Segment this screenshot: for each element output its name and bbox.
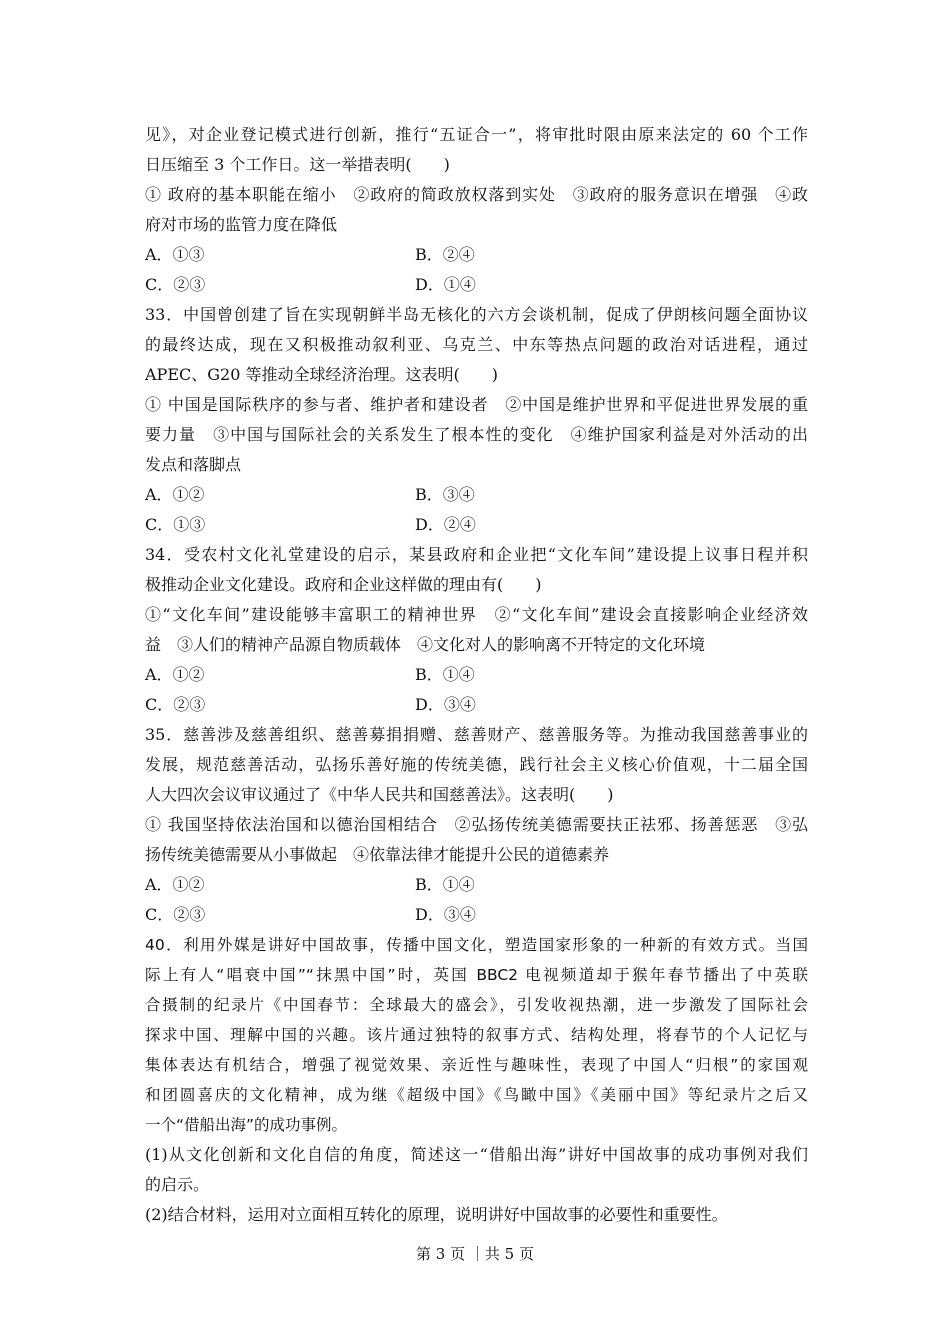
q32-text-line: 日压缩至 3 个工作日。这一举措表明( ) — [145, 155, 450, 174]
q35-option-d: D．③④ — [415, 905, 476, 924]
q32-options-row — [145, 270, 808, 300]
q33-options-row — [145, 480, 808, 510]
q35-statement-line: ① 我国坚持依法治国和以德治国相结合 ②弘扬传统美德需要扶正祛邪、扬善惩恶 ③弘 — [145, 815, 808, 834]
q33-option-b: B．③④ — [415, 485, 475, 504]
q40-subquestion-1: (1)从文化创新和文化自信的角度，简述这一“借船出海”讲好中国故事的成功事例对我们 — [145, 1145, 808, 1164]
q34-option-b: B．①④ — [415, 665, 475, 684]
q35-option-a: A．①② — [145, 875, 205, 894]
q35-text-line: 人大四次会议审议通过了《中华人民共和国慈善法》。这表明( ) — [145, 785, 614, 804]
q35-option-c: C．②③ — [145, 905, 206, 924]
page-footer: 第 3 页 ｜共 5 页 — [416, 1245, 534, 1263]
q33-text-line: APEC、G20 等推动全球经济治理。这表明( ) — [145, 365, 498, 384]
q33-text-line: 的最终达成，现在又积极推动叙利亚、乌克兰、中东等热点问题的政治对话进程，通过 — [145, 335, 808, 354]
q34-option-d: D．③④ — [415, 695, 476, 714]
q40-material-line: 一个“借船出海”的成功事例。 — [145, 1116, 348, 1134]
q35-text-line: 35．慈善涉及慈善组织、慈善募捐捐赠、慈善财产、慈善服务等。为推动我国慈善事业的 — [145, 725, 808, 744]
q40-material-line: 合摄制的纪录片《中国春节：全球最大的盛会》，引发收视热潮，进一步激发了国际社会 — [145, 996, 808, 1014]
q34-statement-line: ①“文化车间”建设能够丰富职工的精神世界 ②“文化车间”建设会直接影响企业经济效 — [145, 605, 808, 624]
q34-option-a: A．①② — [145, 665, 205, 684]
q34-text-line: 极推动企业文化建设。政府和企业这样做的理由有( ) — [145, 575, 542, 594]
q33-statement-line: 发点和落脚点 — [145, 455, 242, 474]
q40-material-line: 和团圆喜庆的文化精神，成为继《超级中国》《鸟瞰中国》《美丽中国》等纪录片之后又 — [145, 1086, 808, 1104]
q35-options-row — [145, 870, 808, 900]
q33-option-c: C．①③ — [145, 515, 206, 534]
q32-text-line: 见》，对企业登记模式进行创新，推行“五证合一”，将审批时限由原来法定的 60 个工作 — [145, 125, 808, 144]
q32-statement-line: ① 政府的基本职能在缩小 ②政府的简政放权落到实处 ③政府的服务意识在增强 ④政 — [145, 185, 808, 204]
page-content — [145, 120, 808, 1230]
q34-option-c: C．②③ — [145, 695, 206, 714]
q35-options-row — [145, 900, 808, 930]
q32-statement-line: 府对市场的监管力度在降低 — [145, 215, 338, 234]
q32-option-b: B．②④ — [415, 245, 475, 264]
q35-text-line: 发展，规范慈善活动，弘扬乐善好施的传统美德，践行社会主义核心价值观，十二届全国 — [145, 755, 808, 774]
q40-material-line: 40．利用外媒是讲好中国故事，传播中国文化，塑造国家形象的一种新的有效方式。当国 — [145, 936, 808, 954]
q34-statement-line: 益 ③人们的精神产品源自物质载体 ④文化对人的影响离不开特定的文化环境 — [145, 635, 706, 654]
q33-statement-line: 要力量 ③中国与国际社会的关系发生了根本性的变化 ④维护国家利益是对外活动的出 — [145, 425, 808, 444]
q34-options-row — [145, 660, 808, 690]
q40-material-line: 际上有人“唱衰中国”“抹黑中国”时，英国 BBC2 电视频道却于猴年春节播出了中英联 — [145, 966, 808, 984]
q33-text-line: 33．中国曾创建了旨在实现朝鲜半岛无核化的六方会谈机制，促成了伊朗核问题全面协议 — [145, 305, 808, 324]
q40-subquestion-2: (2)结合材料，运用对立面相互转化的原理，说明讲好中国故事的必要性和重要性。 — [145, 1205, 728, 1224]
q40-material-line: 集体表达有机结合，增强了视觉效果、亲近性与趣味性，表现了中国人“归根”的家国观 — [145, 1056, 808, 1074]
q34-options-row — [145, 690, 808, 720]
q35-statement-line: 扬传统美德需要从小事做起 ④依靠法律才能提升公民的道德素养 — [145, 845, 610, 864]
q33-option-a: A．①② — [145, 485, 205, 504]
q33-option-d: D．②④ — [415, 515, 476, 534]
q32-options-row — [145, 240, 808, 270]
q34-text-line: 34．受农村文化礼堂建设的启示，某县政府和企业把“文化车间”建设提上议事日程并积 — [145, 545, 808, 564]
q32-option-d: D．①④ — [415, 275, 476, 294]
q33-statement-line: ① 中国是国际秩序的参与者、维护者和建设者 ②中国是维护世界和平促进世界发展的重 — [145, 395, 808, 414]
q32-option-c: C．②③ — [145, 275, 206, 294]
q33-options-row — [145, 510, 808, 540]
q35-option-b: B．①④ — [415, 875, 475, 894]
q40-subquestion-1: 的启示。 — [145, 1175, 210, 1194]
q32-option-a: A．①③ — [145, 245, 205, 264]
q40-material-line: 探求中国、理解中国的兴趣。该片通过独特的叙事方式、结构处理，将春节的个人记忆与 — [145, 1026, 808, 1044]
